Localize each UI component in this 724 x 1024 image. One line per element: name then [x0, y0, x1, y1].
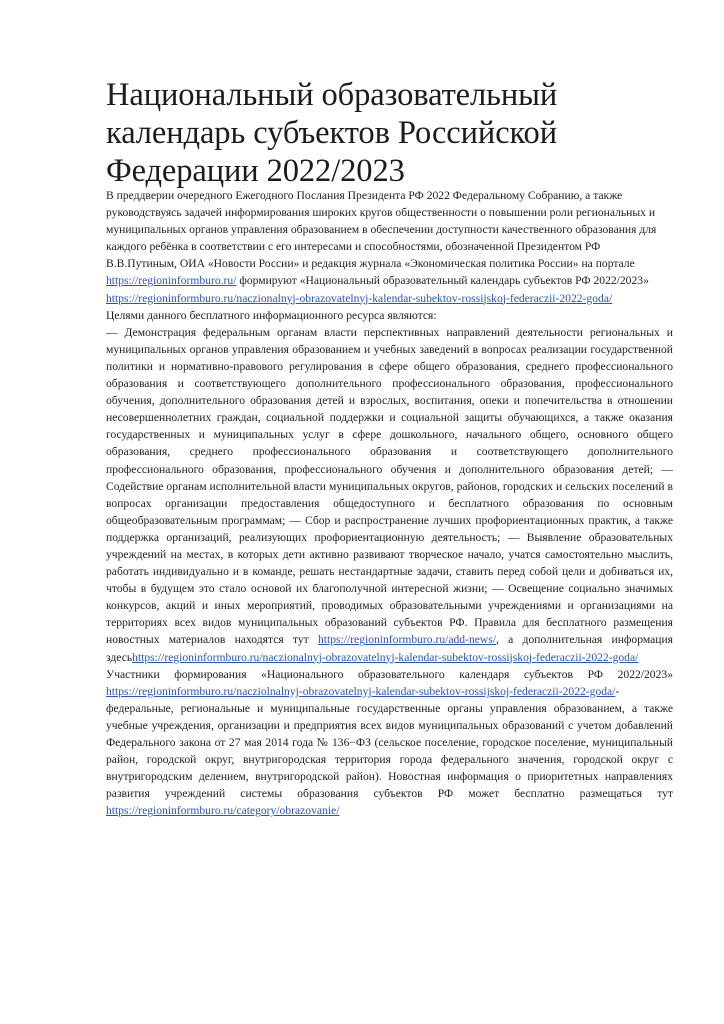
add-news-link[interactable]: https://regioninformburo.ru/add-news/ [317, 633, 497, 647]
education-category-link[interactable]: https://regioninformburo.ru/category/obrazovanie/ [106, 804, 340, 818]
participants-paragraph [106, 666, 673, 820]
participants-calendar-link[interactable]: https://regioninformburo.ru/nacziolnalnyj-obrazovatelnyj-kalendar-subektov-rossijskoj-federaczii-2022-goda/ [106, 684, 616, 698]
calendar-link[interactable]: https://regioninformburo.ru/naczionalnyj-obrazovatelnyj-kalendar-subektov-rossijskoj-federaczii-2022-goda/ [106, 291, 613, 305]
goals-heading: Целями данного бесплатного информационного ресурса являются: [106, 308, 437, 322]
participants-text: Участники формирования «Национального образовательного календаря субъектов РФ 2022/2023» [106, 667, 673, 681]
goals-paragraph [106, 324, 673, 666]
goals-text: — Демонстрация федеральным органам власти перспективных направлений деятельности региональных и муниципальных органов управления образованием и учебных заведений в вопросах реализации государственной политики и нормативно-правового регулирования в сфере общего образования, среднего профессионального образования и соответствующего дополнительного профессионального образования, профессионального обучения, дополнительного образования детей и взрослых, воспитания, опеки и попечительства в отношении несовершеннолетних граждан, социальной поддержки и социальной защиты обучающихся, а также оказания государственных и муниципальных услуг в сфере дошкольного, начального общего, основного общего образования, среднего профессионального образования и соответствующего дополнительного профессионального образования, профессионального обучения и дополнительного образования детей; — Содействие органам исполнительной власти муниципальных округов, районов, городских и сельских поселений в вопросах организации предоставления общедоступного и бесплатного образования по основным общеобразовательным программам; — Сбор и распространение лучших профориентационных практик, а также поддержка организаций, реализующих профориентационную деятельность; — Выявление образовательных учреждений на местах, в которых дети активно развивают творческое начало, учатся самостоятельно мыслить, работать индивидуально и в команде, решать нестандартные задачи, ставить перед собой цели и добиваться их, чтобы в будущем это стало основой их благополучной интересной жизни; — Освещение социально значимых конкурсов, акций и иных мероприятий, проводимых образовательными учреждениями и организациями на территориях всех видов муниципальных образований субъектов РФ. Правила для бесплатного размещения новостных материалов находятся тут [106, 325, 673, 647]
portal-link[interactable]: https://regioninformburo.ru/ [106, 274, 237, 288]
intro-paragraph [106, 187, 673, 307]
document-title: Национальный образовательный календарь субъектов Российской Федерации 2022/2023 [106, 77, 558, 189]
more-info-link[interactable]: https://regioninformburo.ru/naczionalnyj-obrazovatelnyj-kalendar-subektov-rossijskoj-federaczii-2022-goda/ [132, 650, 639, 664]
participants-text-2: - федеральные, региональные и муниципальные государственные органы управления образованием, а также учебные учреждения, организации и предприятия всех видов муниципальных образований с учетом добавлений Федерального закона от 27 мая 2014 года № 136−ФЗ (сельское поселение, городское поселение, муниципальный район, городской округ, внутригородская территория города федерального значения, городской округ с внутригородским делением, внутригородской район). Новостная информация о приоритетных направлениях развития учреждений системы образования субъектов РФ может бесплатно размещаться тут [106, 684, 673, 801]
intro-text: В преддверии очередного Ежегодного Послания Президента РФ 2022 Федеральному Собранию, а также руководствуясь задачей информирования широких кругов общественности о повышении роли региональных и муниципальных органов управления образованием в обеспечении доступности качественного образования для каждого ребёнка в соответствии с его интересами и способностями, обозначенной Президентом РФ В.В.Путиным, ОИА «Новости России» и редакция журнала «Экономическая политика России» на портале [106, 189, 657, 271]
goals-text-2: , а дополнительная информация здесь [106, 633, 673, 664]
document-body [106, 187, 673, 819]
intro-text-2: формируют «Национальный образовательный календарь субъектов РФ 2022/2023» [236, 274, 649, 288]
